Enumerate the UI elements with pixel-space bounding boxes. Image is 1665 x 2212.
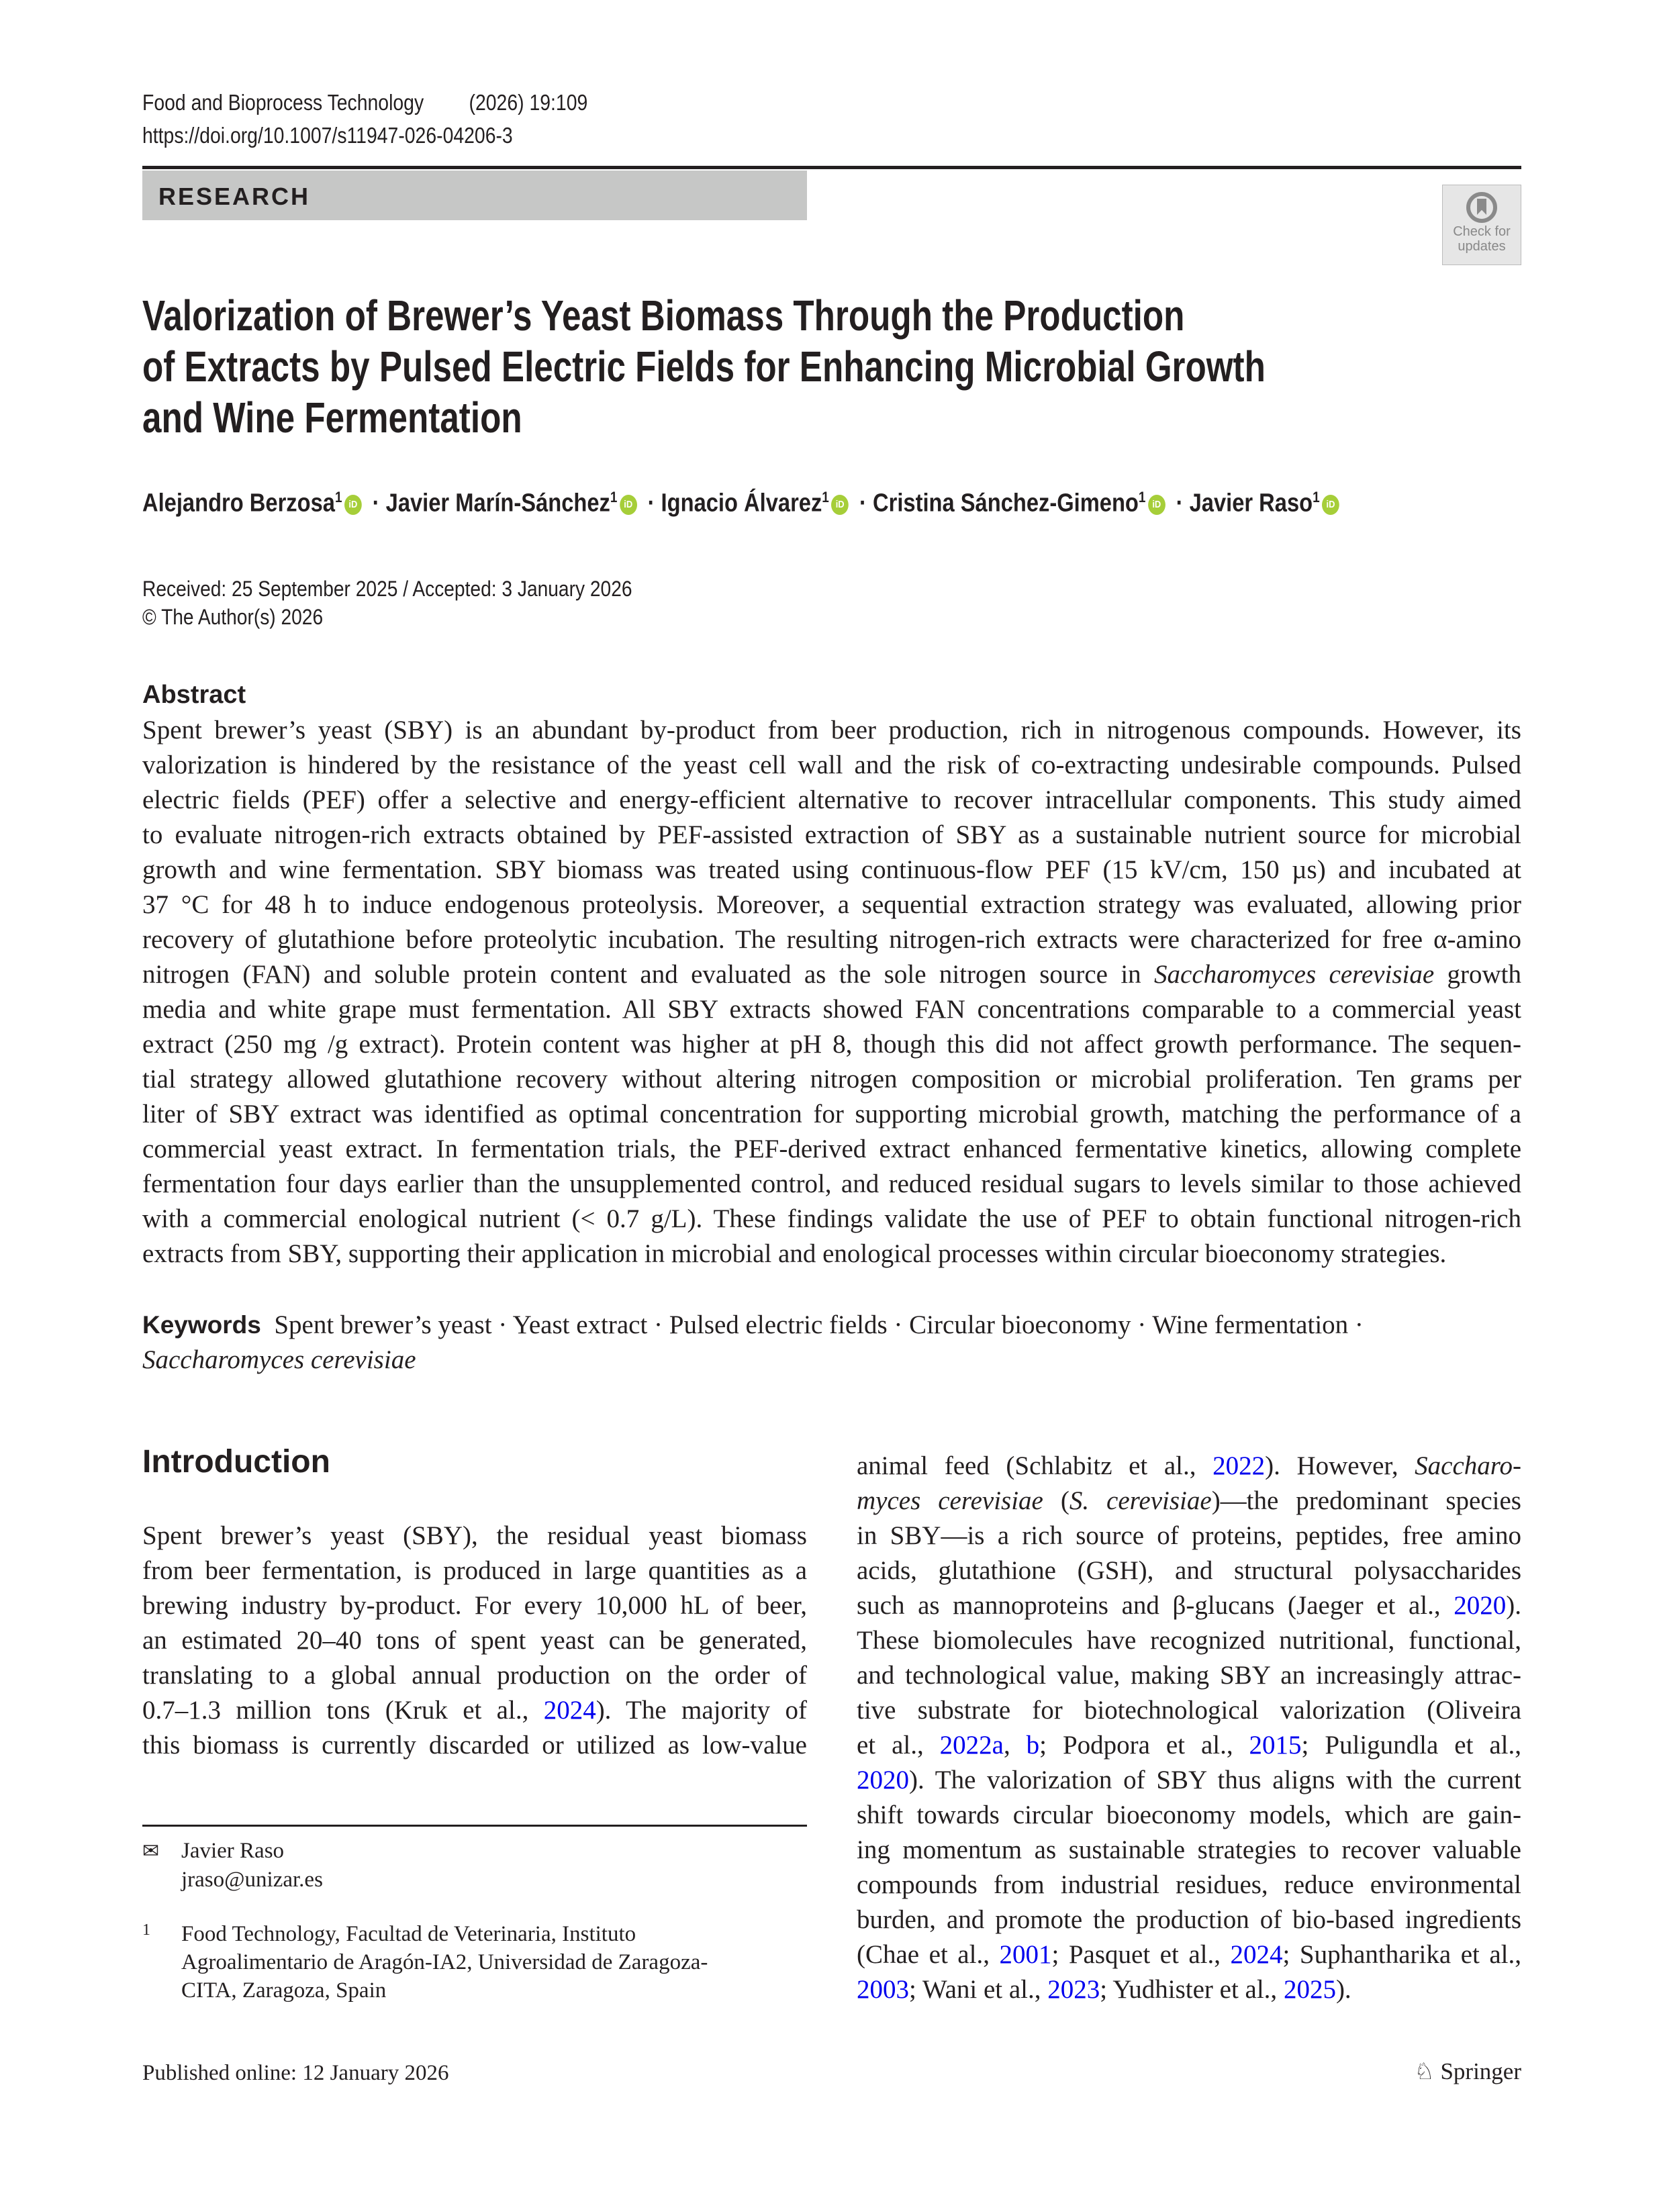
text-span: burden, and promote the production of bio-based ingredients [857,1905,1521,1934]
author-affiliation-ref[interactable]: 1 [610,489,618,506]
text-line [857,1693,1521,1728]
text-span: These biomolecules have recognized nutritional, functional, [857,1626,1521,1655]
author-affiliation-ref[interactable]: 1 [334,489,342,506]
orcid-icon[interactable]: iD [344,495,362,515]
text-line [857,1484,1521,1519]
text-line [857,1728,1521,1763]
text-span: translating to a global annual production on the order of [142,1661,807,1690]
citation-link[interactable]: 2020 [1454,1591,1507,1620]
citation-link[interactable]: 2022 [1212,1451,1266,1480]
author-name: Javier Raso [1189,489,1313,518]
abstract-body [142,713,1521,1271]
author-affiliation-ref[interactable]: 1 [1138,489,1146,506]
text-span: tive substrate for biotechnological valorization (Oliveira [857,1696,1521,1725]
affiliation [142,1920,708,2005]
text-line [857,1833,1521,1868]
text-span: ). The valorization of SBY thus aligns with the current [909,1766,1521,1794]
text-span: such as mannoproteins and β-glucans (Jaeger et al., [857,1591,1454,1620]
text-span: liter of SBY extract was identified as optimal concentration for supporting microbial growth, matching the performance of a [142,1100,1521,1128]
text-span: animal feed (Schlabitz et al., [857,1451,1213,1480]
text-span: media and white grape must fermentation. All SBY extracts showed FAN concentrations comparable to a commercial yeast [142,995,1521,1024]
text-span: ; Puligundla et al., [1301,1731,1521,1760]
text-span: brewing industry by-product. For every 10,000 hL of beer, [142,1591,807,1620]
text-line [857,1588,1521,1623]
text-span: nitrogen (FAN) and soluble protein content and evaluated as the sole nitrogen source in [142,960,1155,989]
text-line [857,1553,1521,1588]
text-span: et al., [857,1731,940,1760]
author-name: Javier Marín-Sánchez [385,489,610,518]
text-span: , [1003,1731,1027,1760]
text-span: to evaluate nitrogen-rich extracts obtained by PEF-assisted extraction of SBY as a sustainable nutrient source for microbial [142,820,1521,849]
running-header [142,90,660,115]
text-line [142,1097,1521,1132]
title-line: and Wine Fermentation [142,393,522,442]
text-span: ; Wani et al., [909,1975,1048,2004]
received-accepted: Received: 25 September 2025 / Accepted: 3 January 2026 [142,577,632,601]
text-span: shift towards circular bioeconomy models, which are gain- [857,1800,1521,1829]
affiliation-number: 1 [142,1921,150,1939]
text-line [142,1588,807,1623]
title-line: of Extracts by Pulsed Electric Fields for Enhancing Microbial Growth [142,342,1266,391]
text-line [142,887,1521,922]
citation-link[interactable]: 2023 [1047,1975,1100,2004]
text-line [142,713,1521,748]
citation-link[interactable]: 2024 [543,1696,596,1725]
article-dates [142,575,699,631]
author-list [142,489,1539,518]
text-line [142,1658,807,1693]
text-span: and technological value, making SBY an increasingly attrac- [857,1661,1521,1690]
publisher-name: Springer [1440,2058,1521,2084]
section-label: RESEARCH [158,183,311,210]
text-span: ). [1506,1591,1521,1620]
text-span: in SBY—is a rich source of proteins, peptides, free amino [857,1521,1521,1550]
text-line [142,1237,1521,1271]
bookmark-icon [1466,192,1497,223]
author-separator: · [641,489,661,518]
keywords-list-cont: Saccharomyces cerevisiae [142,1345,416,1374]
text-line [857,1449,1521,1484]
doi-link[interactable]: https://doi.org/10.1007/s11947-026-04206-3 [142,123,513,148]
footnote-rule [142,1825,807,1827]
text-line [857,1972,1521,2007]
text-span: ; Yudhister et al., [1100,1975,1284,2004]
text-line [142,1553,807,1588]
correspondence [142,1837,323,1894]
introduction-right-column [857,1449,1521,2007]
text-line [142,1062,1521,1097]
text-span: growth [1434,960,1521,989]
springer-horse-icon: ♘ [1414,2060,1435,2084]
text-line [857,1903,1521,1937]
affiliation-line: CITA, Zaragoza, Spain [181,1978,387,2003]
text-span: electric fields (PEF) offer a selective and energy-efficient alternative to recover intracellular components. This study aimed [142,785,1521,814]
text-span: compounds from industrial residues, reduce environmental [857,1870,1521,1899]
italic-text: Saccharo- [1415,1451,1521,1480]
text-span: )—the predominant species [1211,1486,1521,1515]
copyright: © The Author(s) 2026 [142,605,324,629]
citation-link[interactable]: 2022a [939,1731,1004,1760]
author-separator: · [1170,489,1190,518]
text-span: ). The majority of [596,1696,808,1725]
text-span: ; Suphantharika et al., [1282,1940,1522,1969]
text-line [142,748,1521,783]
text-span: this biomass is currently discarded or utilized as low-value [142,1731,807,1760]
envelope-icon: ✉ [142,1840,160,1862]
text-line [857,1763,1521,1798]
text-line [857,1868,1521,1903]
volume-info: (2026) 19:109 [469,90,588,115]
citation-link[interactable]: 2025 [1283,1975,1336,2004]
keywords-list: Spent brewer’s yeast · Yeast extract · Pulsed electric fields · Circular bioeconomy · Wine fermentation · [274,1310,1364,1339]
italic-text: myces cerevisiae [857,1486,1043,1515]
citation-link[interactable]: 2015 [1249,1731,1302,1760]
text-span: extracts from SBY, supporting their application in microbial and enological processes within circular bioeconomy strategies. [142,1239,1447,1268]
citation-link[interactable]: 2001 [999,1940,1052,1969]
text-span: tial strategy allowed glutathione recovery without altering nitrogen composition or microbial proliferation. Ten grams per [142,1065,1521,1094]
affiliation-line: Agroalimentario de Aragón-IA2, Universidad de Zaragoza- [181,1950,708,1974]
section-band [142,171,807,220]
article-title [142,290,1546,443]
header-rule [142,166,1521,169]
text-span: growth and wine fermentation. SBY biomass was treated using continuous-flow PEF (15 kV/cm, 150 µs) and incubated at [142,855,1521,884]
author-separator: · [853,489,873,518]
introduction-heading: Introduction [142,1444,330,1480]
text-span: ). However, [1265,1451,1415,1480]
text-line [857,1623,1521,1658]
text-span: ; Pasquet et al., [1051,1940,1231,1969]
text-span: fermentation four days earlier than the unsupplemented control, and reduced residual sugars to levels similar to those achieved [142,1169,1521,1198]
text-span: ing momentum as sustainable strategies to recover valuable [857,1835,1521,1864]
text-line [142,1202,1521,1237]
text-span: from beer fermentation, is produced in large quantities as a [142,1556,807,1585]
text-line [142,1728,807,1763]
text-line [142,992,1521,1027]
published-date: Published online: 12 January 2026 [142,2061,449,2085]
text-span: Spent brewer’s yeast (SBY), the residual yeast biomass [142,1521,807,1550]
citation-link[interactable]: 2003 [857,1975,909,2004]
text-span: Spent brewer’s yeast (SBY) is an abundant by-product from beer production, rich in nitrogenous compounds. However, its [142,716,1521,744]
text-span: 37 °C for 48 h to induce endogenous proteolysis. Moreover, a sequential extraction strategy was evaluated, allowing prior [142,890,1521,919]
abstract-heading: Abstract [142,681,246,709]
text-line [857,1937,1521,1972]
text-span: ( [1043,1486,1069,1515]
publisher-logo [1414,2058,1521,2085]
orcid-icon[interactable]: iD [831,495,849,515]
author-affiliation-ref[interactable]: 1 [1313,489,1320,506]
italic-text: Saccharomyces cerevisiae [1154,960,1435,989]
text-line [142,1623,807,1658]
text-line [857,1798,1521,1833]
text-line [142,957,1521,992]
text-span: ). [1335,1975,1351,2004]
text-span: acids, glutathione (GSH), and structural polysaccharides [857,1556,1521,1585]
text-line [142,818,1521,853]
orcid-icon[interactable]: iD [1322,495,1339,515]
author-separator: · [366,489,386,518]
title-line: Valorization of Brewer’s Yeast Biomass Through the Production [142,291,1185,340]
text-line [142,1519,807,1553]
text-span: valorization is hindered by the resistance of the yeast cell wall and the risk of co-extracting undesirable compounds. Pulsed [142,751,1521,779]
text-span: ; Podpora et al., [1039,1731,1249,1760]
keywords-label: Keywords [142,1311,261,1339]
text-line [857,1658,1521,1693]
text-line [142,1132,1521,1167]
text-line [142,1693,807,1728]
check-for-updates-button[interactable]: Check for updates [1442,185,1521,265]
text-span: commercial yeast extract. In fermentation trials, the PEF-derived extract enhanced fermentative kinetics, allowing complete [142,1135,1521,1163]
text-line [142,1167,1521,1202]
corresponding-author: Javier Raso [181,1839,285,1863]
author-affiliation-ref[interactable]: 1 [822,489,829,506]
text-line [142,853,1521,887]
author-name: Cristina Sánchez-Gimeno [873,489,1139,518]
journal-name: Food and Bioprocess Technology [142,90,424,115]
text-span: an estimated 20–40 tons of spent yeast can be generated, [142,1626,807,1655]
author-name: Alejandro Berzosa [142,489,335,518]
citation-link[interactable]: 2020 [857,1766,909,1794]
text-line [142,783,1521,818]
text-line [142,1027,1521,1062]
author-name: Ignacio Álvarez [661,489,822,518]
orcid-icon[interactable]: iD [620,495,637,515]
text-line [142,922,1521,957]
introduction-left-column [142,1519,807,1763]
text-span: recovery of glutathione before proteolytic incubation. The resulting nitrogen-rich extracts were characterized for free α-amino [142,925,1521,954]
affiliation-line: Food Technology, Facultad de Veterinaria, Instituto [181,1922,636,1946]
text-span: with a commercial enological nutrient (< 0.7 g/L). These findings validate the use of PEF to obtain functional nitrogen-rich [142,1204,1521,1233]
text-span: extract (250 mg /g extract). Protein content was higher at pH 8, though this did not affect growth performance. The sequen- [142,1030,1521,1059]
italic-text: S. cerevisiae [1069,1486,1212,1515]
text-line [857,1519,1521,1553]
citation-link[interactable]: 2024 [1230,1940,1283,1969]
author-email[interactable]: jraso@unizar.es [181,1868,323,1892]
orcid-icon[interactable]: iD [1148,495,1166,515]
citation-link[interactable]: b [1026,1731,1040,1760]
text-span: 0.7–1.3 million tons (Kruk et al., [142,1696,544,1725]
keywords [142,1308,1521,1378]
text-span: (Chae et al., [857,1940,1000,1969]
